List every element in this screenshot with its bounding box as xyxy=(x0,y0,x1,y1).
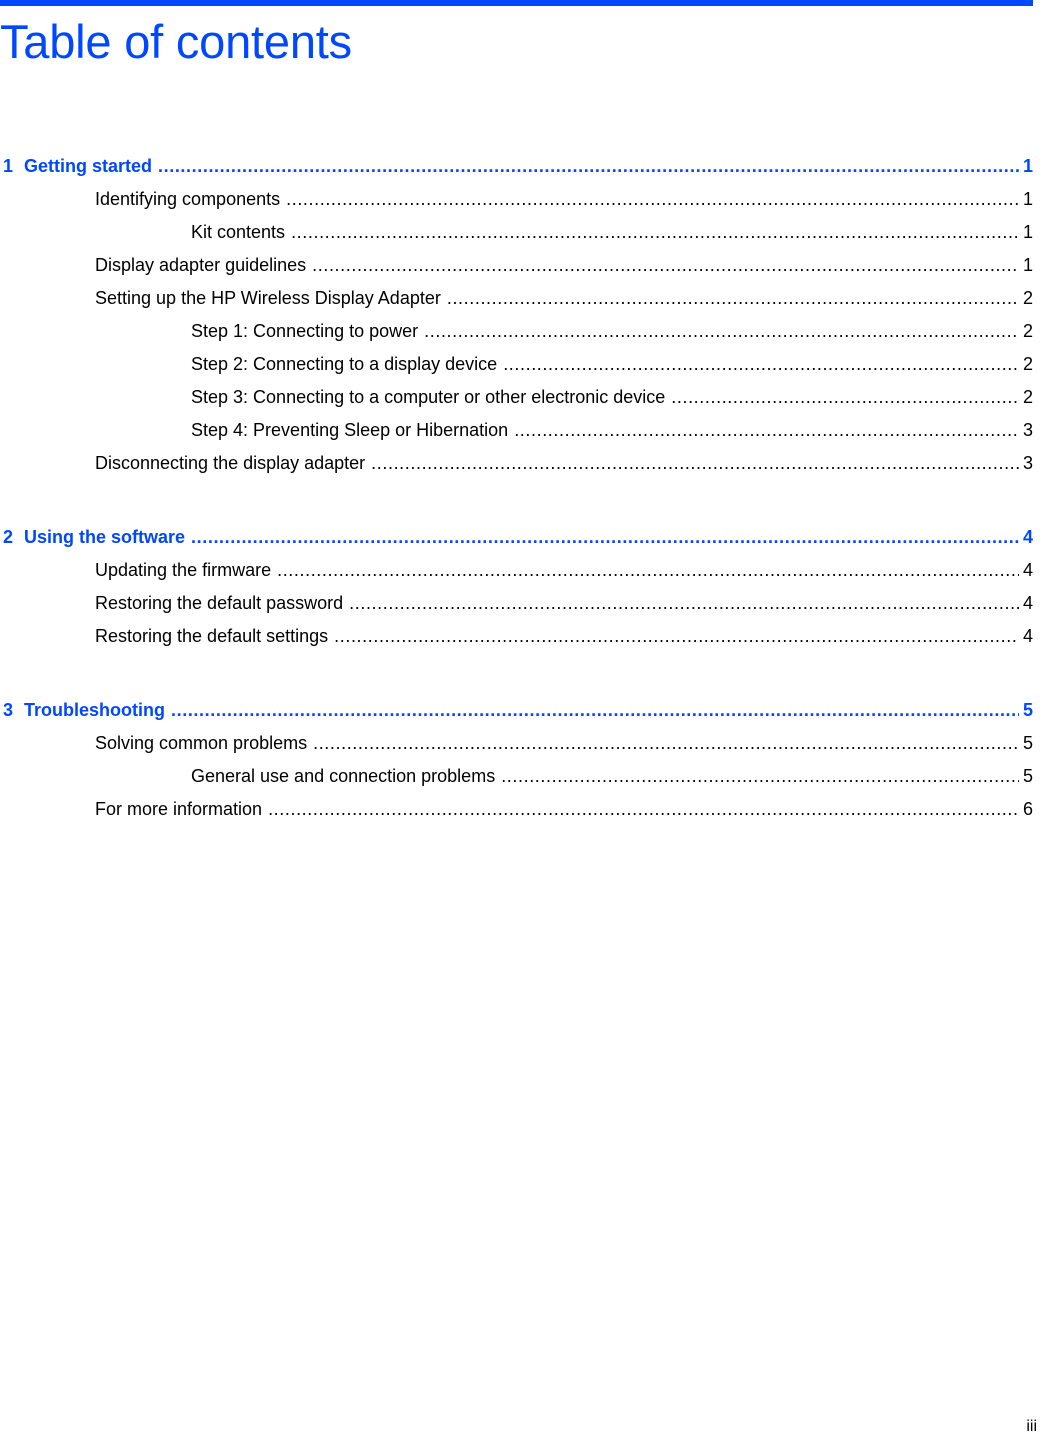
dot-leader xyxy=(371,447,1019,480)
toc-page-number: 2 xyxy=(1022,288,1033,308)
toc-page-number: 2 xyxy=(1022,387,1033,407)
toc-entry-title: For more information xyxy=(95,799,263,819)
toc-entry-title: Step 2: Connecting to a display device xyxy=(191,354,498,374)
toc-page-number: 1 xyxy=(1022,189,1033,209)
dot-leader xyxy=(277,554,1019,587)
toc-page-number: 2 xyxy=(1022,354,1033,374)
dot-leader xyxy=(514,414,1019,447)
dot-leader xyxy=(158,149,1019,183)
toc-page-number: 1 xyxy=(1022,156,1033,176)
toc-chapter-title: Troubleshooting xyxy=(24,700,166,720)
toc-section-link[interactable] xyxy=(0,183,1033,216)
toc-chapter-label xyxy=(3,149,152,183)
toc-page-number: 3 xyxy=(1022,453,1033,473)
dot-leader xyxy=(191,520,1019,554)
toc-subsection-link[interactable] xyxy=(0,381,1033,414)
toc-page-number: 4 xyxy=(1022,560,1033,580)
dot-leader xyxy=(268,793,1019,826)
toc-section-link[interactable] xyxy=(0,620,1033,653)
toc-entry-title: Step 1: Connecting to power xyxy=(191,321,419,341)
toc-chapter-number: 3 xyxy=(3,700,14,720)
table-of-contents xyxy=(0,149,1033,866)
toc-section-link[interactable] xyxy=(0,447,1033,480)
dot-leader xyxy=(291,216,1019,249)
toc-page-number: 5 xyxy=(1022,766,1033,786)
toc-entry-title: Step 3: Connecting to a computer or other electronic device xyxy=(191,387,666,407)
toc-page-number: 3 xyxy=(1022,420,1033,440)
toc-section-link[interactable] xyxy=(0,727,1033,760)
toc-chapter-section xyxy=(0,149,1033,480)
dot-leader xyxy=(671,381,1019,414)
dot-leader xyxy=(424,315,1019,348)
toc-subsection-link[interactable] xyxy=(0,348,1033,381)
toc-page-number: 4 xyxy=(1022,626,1033,646)
toc-subsection-link[interactable] xyxy=(0,414,1033,447)
toc-page-number: 2 xyxy=(1022,321,1033,341)
toc-chapter-section xyxy=(0,693,1033,826)
dot-leader xyxy=(334,620,1019,653)
toc-subsection-link[interactable] xyxy=(0,760,1033,793)
toc-section-link[interactable] xyxy=(0,282,1033,315)
toc-page-number: 5 xyxy=(1022,733,1033,753)
toc-page-number: 1 xyxy=(1022,255,1033,275)
toc-chapter-section xyxy=(0,520,1033,653)
toc-entry-title: Identifying components xyxy=(95,189,281,209)
dot-leader xyxy=(503,348,1019,381)
dot-leader xyxy=(447,282,1019,315)
toc-entry-title: Kit contents xyxy=(191,222,286,242)
top-rule xyxy=(0,0,1033,6)
dot-leader xyxy=(312,249,1019,282)
toc-entry-title: General use and connection problems xyxy=(191,766,496,786)
toc-page-number: 6 xyxy=(1022,799,1033,819)
toc-chapter-link[interactable] xyxy=(0,149,1033,183)
toc-entry-title: Restoring the default settings xyxy=(95,626,329,646)
dot-leader xyxy=(286,183,1019,216)
toc-section-link[interactable] xyxy=(0,587,1033,620)
toc-chapter-label xyxy=(3,693,165,727)
toc-section-link[interactable] xyxy=(0,793,1033,826)
toc-entry-title: Display adapter guidelines xyxy=(95,255,307,275)
toc-subsection-link[interactable] xyxy=(0,315,1033,348)
toc-chapter-label xyxy=(3,520,185,554)
toc-chapter-title: Using the software xyxy=(24,527,186,547)
dot-leader xyxy=(501,760,1019,793)
toc-entry-title: Disconnecting the display adapter xyxy=(95,453,366,473)
toc-page-number: 4 xyxy=(1022,527,1033,547)
toc-chapter-number: 2 xyxy=(3,527,14,547)
toc-entry-title: Solving common problems xyxy=(95,733,308,753)
toc-entry-title: Step 4: Preventing Sleep or Hibernation xyxy=(191,420,509,440)
toc-entry-title: Updating the firmware xyxy=(95,560,272,580)
dot-leader xyxy=(313,727,1019,760)
page-number: iii xyxy=(1026,1418,1037,1435)
toc-chapter-link[interactable] xyxy=(0,693,1033,727)
toc-chapter-number: 1 xyxy=(3,156,14,176)
toc-chapter-link[interactable] xyxy=(0,520,1033,554)
toc-entry-title: Restoring the default password xyxy=(95,593,344,613)
toc-page-number: 1 xyxy=(1022,222,1033,242)
toc-page-number: 4 xyxy=(1022,593,1033,613)
toc-section-link[interactable] xyxy=(0,554,1033,587)
toc-page-number: 5 xyxy=(1022,700,1033,720)
page-title: Table of contents xyxy=(0,15,352,68)
toc-section-link[interactable] xyxy=(0,249,1033,282)
toc-entry-title: Setting up the HP Wireless Display Adapter xyxy=(95,288,441,308)
toc-subsection-link[interactable] xyxy=(0,216,1033,249)
dot-leader xyxy=(171,693,1019,727)
dot-leader xyxy=(349,587,1019,620)
toc-chapter-title: Getting started xyxy=(24,156,153,176)
